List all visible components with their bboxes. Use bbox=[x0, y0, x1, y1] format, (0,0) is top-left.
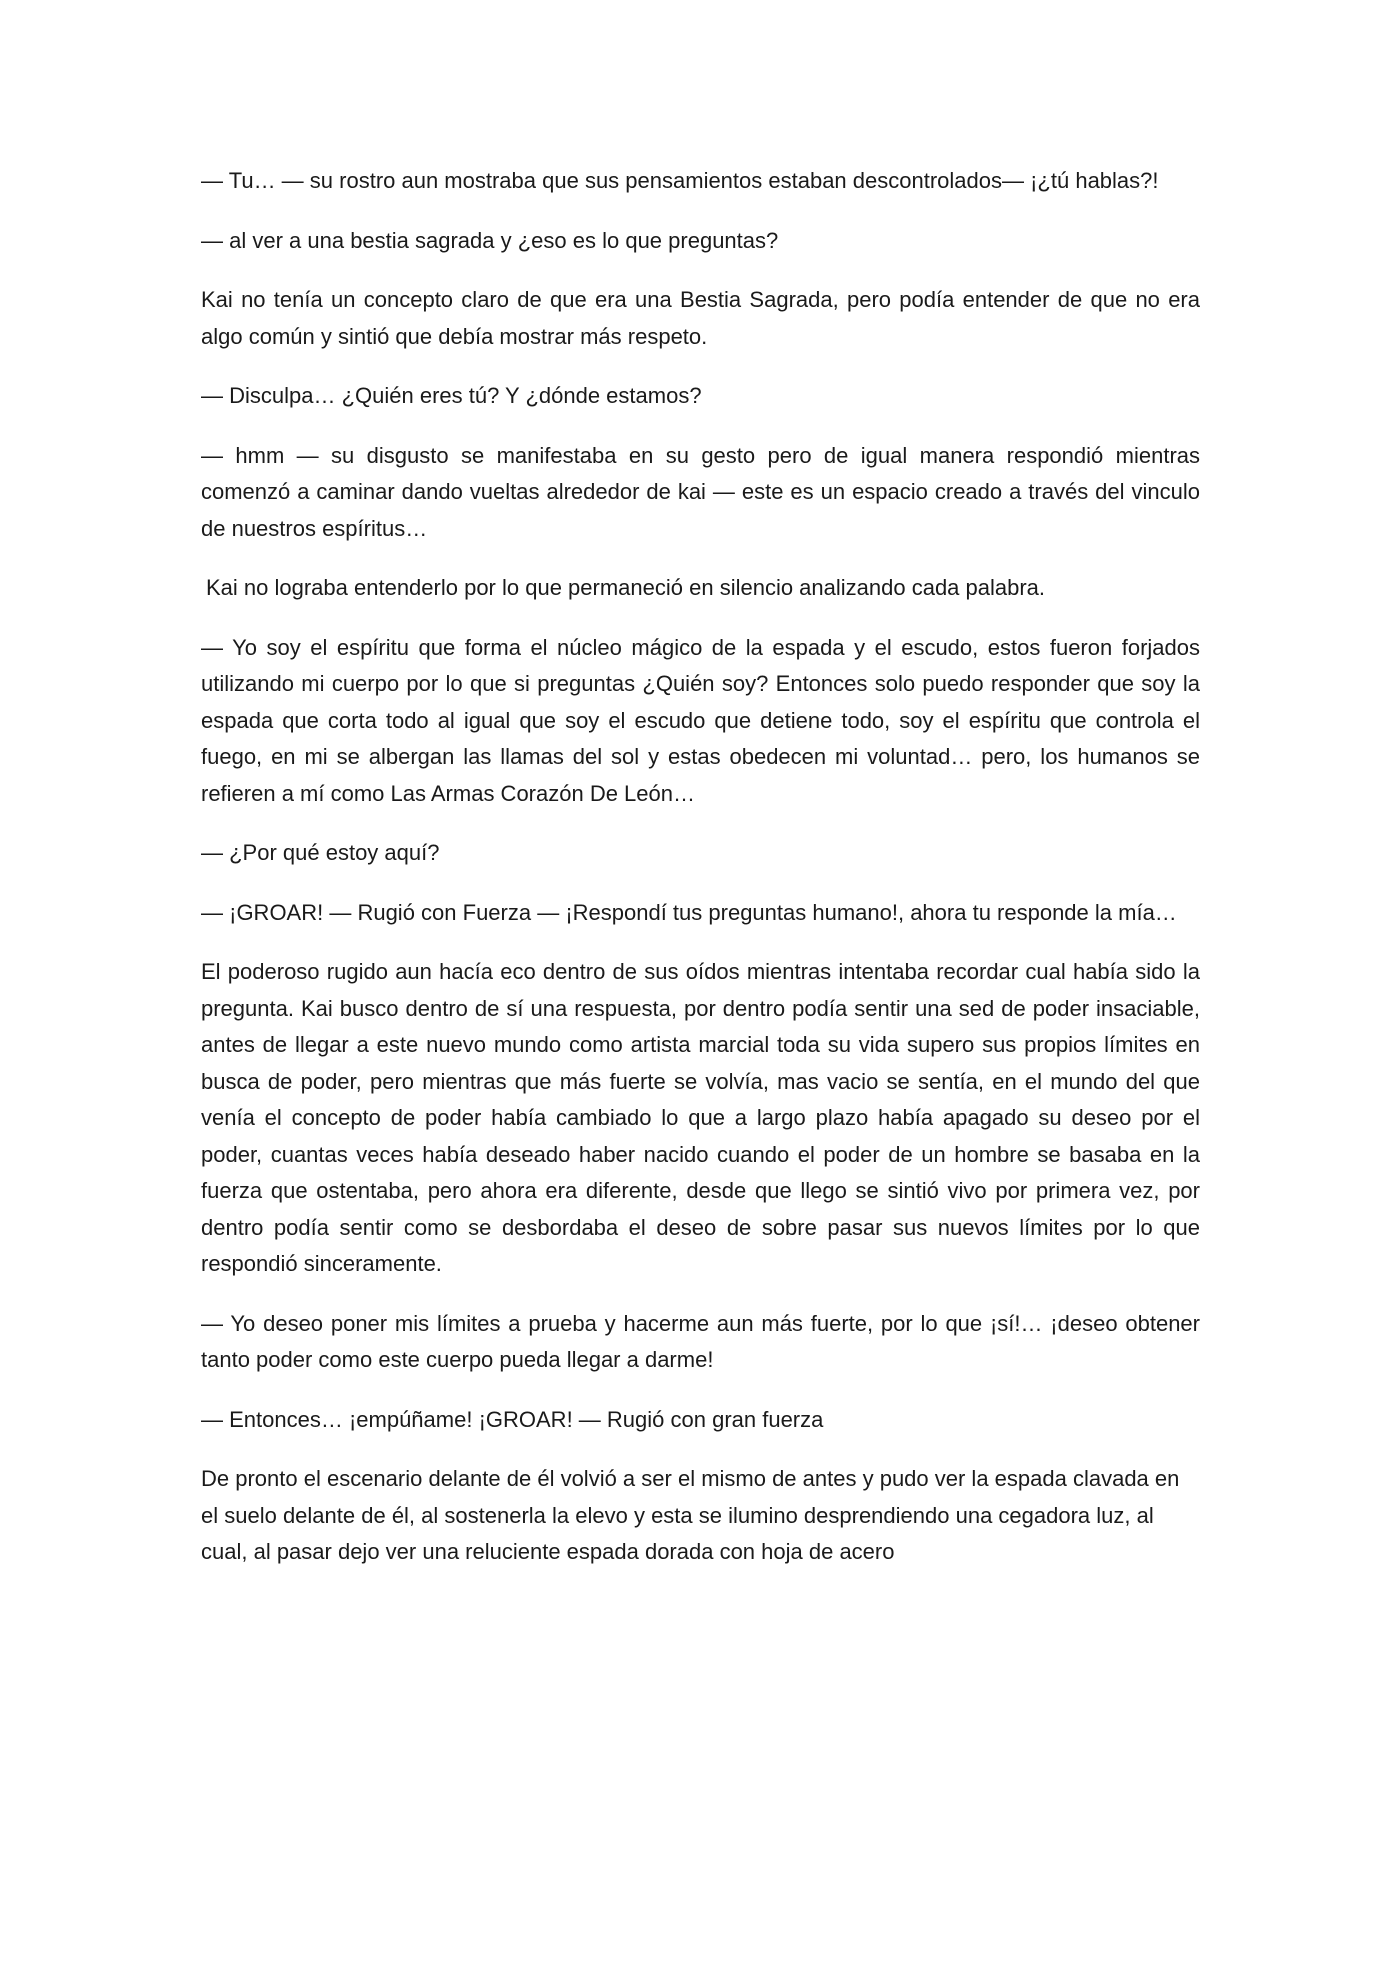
paragraph-3: Kai no tenía un concepto claro de que era una Bestia Sagrada, pero podía entender de que no era algo común y sintió que debía mostrar más respeto. bbox=[201, 287, 1200, 349]
paragraph-9: — ¡GROAR! — Rugió con Fuerza — ¡Respondí tus preguntas humano!, ahora tu responde la mía… bbox=[201, 899, 1177, 925]
paragraph-6: Kai no lograba entenderlo por lo que permaneció en silencio analizando cada palabra. bbox=[206, 575, 1046, 600]
paragraph-8: — ¿Por qué estoy aquí? bbox=[201, 840, 440, 865]
paragraph-7: — Yo soy el espíritu que forma el núcleo mágico de la espada y el escudo, estos fueron forjados utilizando mi cuerpo por lo que si preguntas ¿Quién soy? Entonces solo puedo responder que soy la espada que corta todo al igual que soy el escudo que detiene todo, soy el espíritu que controla el fuego, en mi se albergan las llamas del sol y estas obedecen mi voluntad… pero, los humanos se refieren a mí como Las Armas Corazón De León… bbox=[201, 634, 1200, 806]
paragraph-2: — al ver a una bestia sagrada y ¿eso es lo que preguntas? bbox=[201, 227, 779, 253]
paragraph-11: — Yo deseo poner mis límites a prueba y hacerme aun más fuerte, por lo que ¡sí!… ¡deseo obtener tanto poder como este cuerpo pueda llegar a darme! bbox=[201, 1310, 1200, 1372]
paragraph-12: — Entonces… ¡empúñame! ¡GROAR! — Rugió con gran fuerza bbox=[201, 1406, 824, 1432]
paragraph-1: — Tu… — su rostro aun mostraba que sus pensamientos estaban descontrolados— ¡¿tú hablas?! bbox=[201, 168, 1159, 193]
paragraph-4: — Disculpa… ¿Quién eres tú? Y ¿dónde estamos? bbox=[201, 383, 702, 408]
body-text bbox=[201, 163, 1200, 1594]
paragraph-10: El poderoso rugido aun hacía eco dentro de sus oídos mientras intentaba recordar cual había sido la pregunta. Kai busco dentro de sí una respuesta, por dentro podía sentir una sed de poder insaciable, antes de llegar a este nuevo mundo como artista marcial toda su vida supero sus propios límites en busca de poder, pero mientras que más fuerte se volvía, mas vacio se sentía, en el mundo del que venía el concepto de poder había cambiado lo que a largo plazo había apagado su deseo por el poder, cuantas veces había deseado haber nacido cuando el poder de un hombre se basaba en la fuerza que ostentaba, pero ahora era diferente, desde que llego se sintió vivo por primera vez, por dentro podía sentir como se desbordaba el deseo de sobre pasar sus nuevos límites por lo que respondió sinceramente. bbox=[201, 959, 1200, 1276]
paragraph-5: — hmm — su disgusto se manifestaba en su gesto pero de igual manera respondió mientras comenzó a caminar dando vueltas alrededor de kai — este es un espacio creado a través del vinculo de nuestros espíritus… bbox=[201, 442, 1200, 541]
paragraph-13: De pronto el escenario delante de él volvió a ser el mismo de antes y pudo ver la espada clavada en el suelo delante de él, al sostenerla la elevo y esta se ilumino desprendiendo una cegadora luz, al cual, al pasar dejo ver una reluciente espada dorada con hoja de acero bbox=[201, 1466, 1180, 1564]
